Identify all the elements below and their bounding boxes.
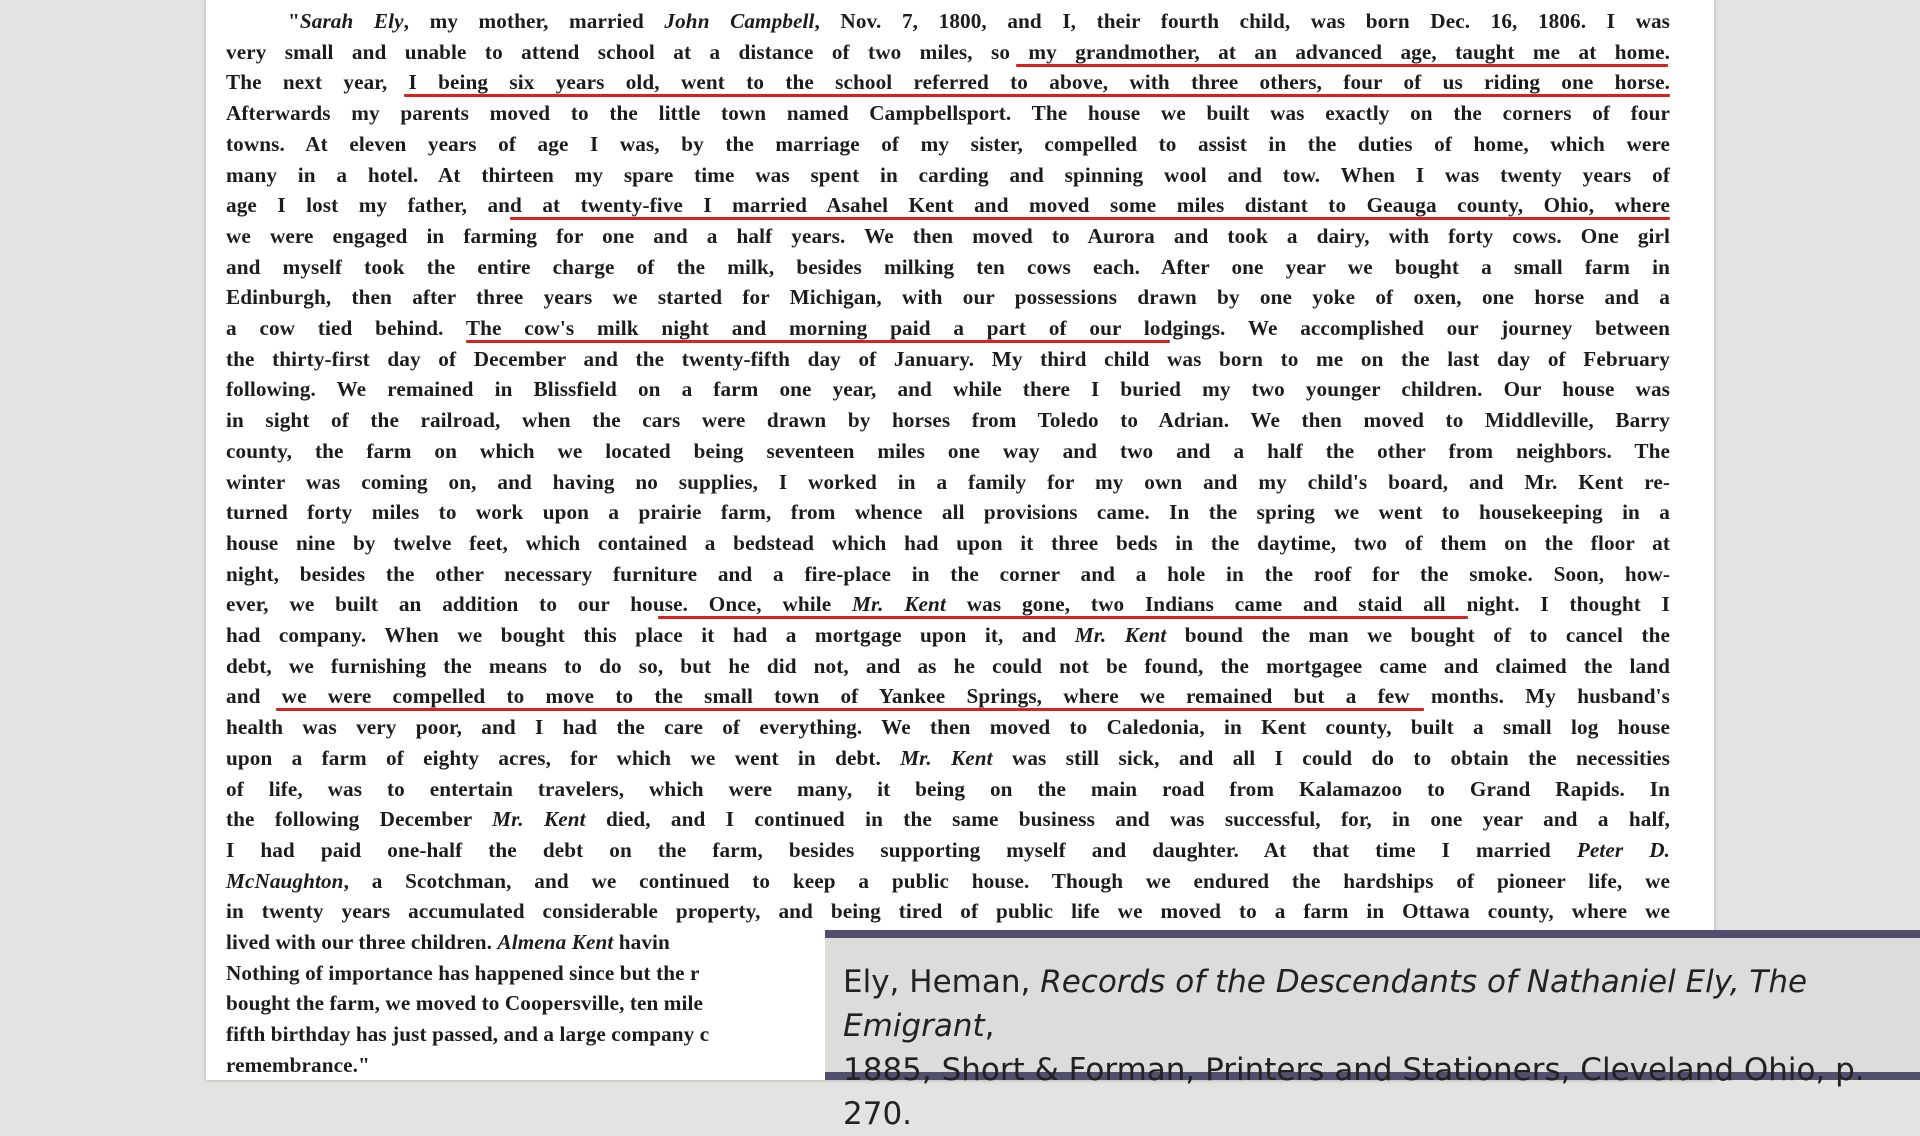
text-run: had company. When we bought this place it had a mortgage upon it, and [226,623,1075,647]
text-run: in twenty years accumulated considerable property, and being tired of public life we moved to a farm in Ottawa county, where we [226,899,1670,924]
citation-comma: , [984,1008,995,1044]
document-scan [206,0,1714,1080]
text-run: towns. At eleven years of age I was, by the marriage of my sister, compelled to assist in the duties of home, which were [226,131,1670,156]
text-line [226,896,1670,927]
text-run: upon a farm of eighty acres, for which we went in debt. [226,745,901,770]
text-run: Almena Kent [497,930,614,954]
text-run: very small and unable to attend school at a distance of two miles, so my grandmother, at an advanced age, taught me at home. [226,39,1670,64]
text-line [226,712,1670,743]
text-line [226,405,1670,436]
text-run: was still sick, and all I could do to obtain the necessities [992,745,1671,770]
text-run: night, besides the other necessary furniture and a fire-place in the corner and a hole in the roof for the smoke. Soon, how- [226,561,1670,586]
red-underline [658,616,1468,619]
text-line [226,743,1670,774]
text-line [226,866,1670,897]
red-underline [466,340,1170,343]
citation-text [843,960,1910,1136]
text-line [226,98,1670,129]
text-run: I had paid one-half the debt on the farm, besides supporting myself and daughter. At that time I married [226,837,1577,862]
text-line [226,282,1670,313]
citation-title: Records of the Descendants of Nathaniel Ely, The Emigrant [843,964,1808,1044]
citation-publisher: 1885, Short & Forman, Printers and Stationers, Cleveland Ohio, p. 270. [843,1052,1865,1132]
text-line [226,37,1670,68]
text-run: house nine by twelve feet, which contained a bedstead which had upon it three beds in the daytime, two of them on the floor at [226,530,1670,555]
text-run: debt, we furnishing the means to do so, but he did not, and as he could not be found, the mortgagee came and claimed the land [226,653,1670,678]
text-run: Mr. Kent [492,807,586,832]
red-underline [276,708,1424,711]
text-run: ever, we built an addition to our house. Once, while [226,592,853,617]
text-run: was gone, two Indians came and staid all night. I thought I [945,592,1671,617]
text-line [226,497,1670,528]
text-run: , Nov. 7, 1800, and I, their fourth child, was born Dec. 16, 1806. I was [814,9,1671,33]
text-run: Sarah Ely [299,9,404,33]
text-run: McNaughton [226,868,344,893]
citation-caption [825,930,1920,1132]
text-run: Mr. Kent [900,745,993,770]
text-run: many in a hotel. At thirteen my spare time was spent in carding and spinning wool and tow. When I was twenty years of [226,162,1670,187]
text-run: bought the farm, we moved to Coopersville, ten mile [226,991,704,1016]
text-run: The next year, I being six years old, went to the school referred to above, with three others, four of us riding one horse. [226,70,1670,95]
text-run: turned forty miles to work upon a prairie farm, from whence all provisions came. In the spring we went to housekeeping in a [226,500,1670,525]
text-line [226,160,1670,191]
text-line [226,467,1670,498]
text-line [226,651,1670,682]
text-run: age I lost my father, and at twenty-five I married Asahel Kent and moved some miles distant to Geauga county, Ohio, where [226,193,1670,218]
text-run: the thirty-first day of December and the twenty-fifth day of January. My third child was born to me on the last day of February [226,346,1670,371]
text-line [226,436,1670,467]
text-run: John Campbell [664,9,815,33]
red-underline [404,94,1670,97]
text-run: havin [613,930,670,954]
text-run: fifth birthday has just passed, and a large company c [226,1022,710,1047]
text-line [226,344,1670,375]
text-run: and we were compelled to move to the small town of Yankee Springs, where we remained but a few months. My husband's [226,684,1670,709]
text-run: county, the farm on which we located being seventeen miles one way and two and a half the other from neighbors. The [226,438,1670,463]
red-underline [510,217,1670,220]
text-run: remembrance." [226,1052,370,1077]
text-line [226,528,1670,559]
text-line [226,835,1670,866]
text-line [226,804,1670,835]
text-run: Nothing of importance has happened since but the r [226,960,700,985]
text-run: of life, was to entertain travelers, which were many, it being on the main road from Kalamazoo to Grand Rapids. In [226,776,1670,801]
text-run: winter was coming on, and having no supplies, I worked in a family for my own and my child's board, and Mr. Kent re- [226,469,1670,494]
text-run: Peter D. [1576,837,1671,862]
text-run: " [288,9,300,33]
text-line [226,559,1670,590]
text-run: Afterwards my parents moved to the little town named Campbellsport. The house we built was exactly on the corners of four [226,101,1670,126]
text-line [226,221,1670,252]
text-run: , my mother, married [403,9,665,33]
citation-author: Ely, Heman, [843,964,1041,1000]
text-run: lived with our three children. [226,930,498,954]
text-line [226,374,1670,405]
text-line [226,129,1670,160]
text-run: the following December [226,807,493,832]
text-run: died, and I continued in the same business and was successful, for, in one year and a half, [585,807,1670,832]
text-run: Mr. Kent [852,592,946,617]
text-run: a cow tied behind. The cow's milk night and morning paid a part of our lodgings. We accomplished our journey between [226,316,1670,340]
text-run: Edinburgh, then after three years we started for Michigan, with our possessions drawn by one yoke of oxen, one horse and a [226,285,1670,310]
text-line [226,6,1670,37]
red-underline [1016,64,1668,67]
text-run: in sight of the railroad, when the cars were drawn by horses from Toledo to Adrian. We then moved to Middleville, Barry [226,408,1670,433]
text-line [226,252,1670,283]
text-run: we were engaged in farming for one and a half years. We then moved to Aurora and took a dairy, with forty cows. One girl [226,223,1670,248]
text-line [226,774,1670,805]
text-run: and myself took the entire charge of the milk, besides milking ten cows each. After one year we bought a small farm in [226,254,1670,279]
text-run: Mr. Kent [1074,623,1167,647]
text-run: bound the man we bought of to cancel the [1166,623,1670,647]
text-run: , a Scotchman, and we continued to keep a public house. Though we endured the hardships of pioneer life, we [343,868,1670,893]
text-run: following. We remained in Blissfield on a farm one year, and while there I buried my two younger children. Our house was [226,377,1670,402]
text-run: health was very poor, and I had the care of everything. We then moved to Caledonia, in Kent county, built a small log house [226,715,1670,740]
text-line [226,620,1670,651]
